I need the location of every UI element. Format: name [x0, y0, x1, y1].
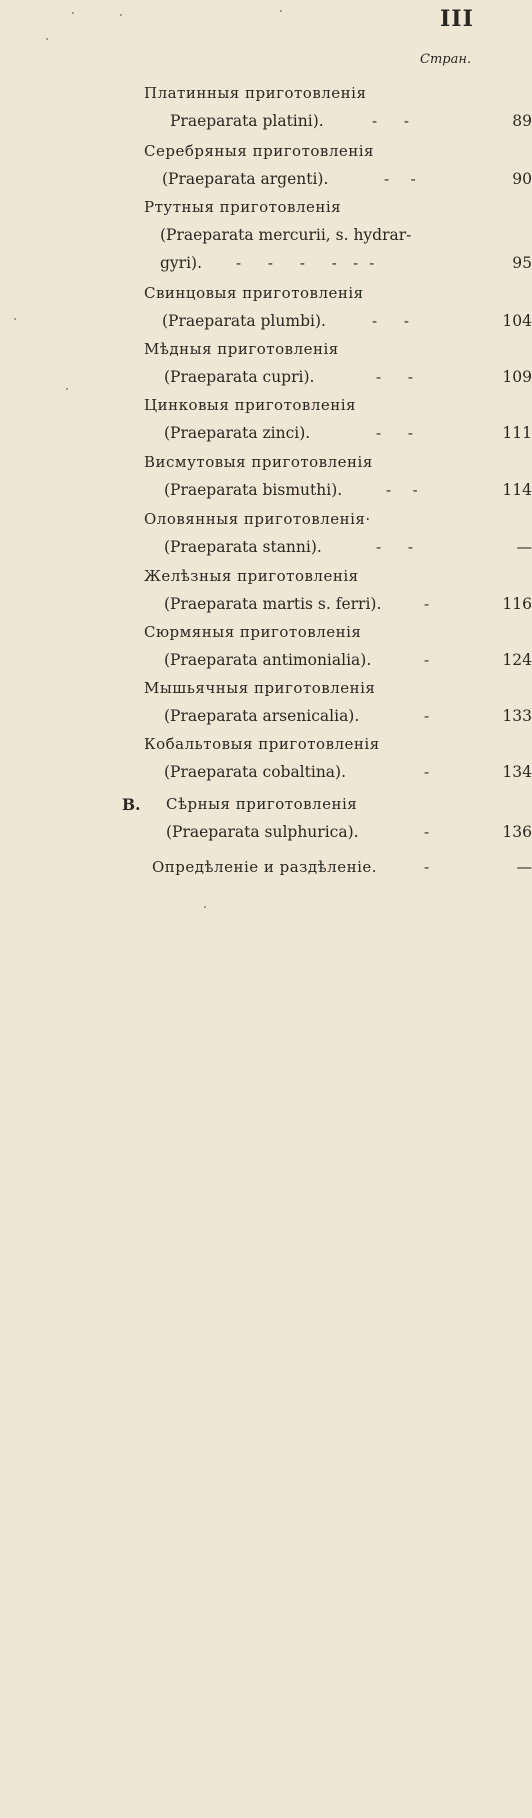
dot-leader: - [424, 595, 430, 613]
dot-leader: - [424, 858, 430, 876]
entry-page: 109 [502, 368, 532, 386]
entry-latin: Praeparata platini). [170, 112, 324, 130]
entry-latin: (Praeparata stanni). [164, 538, 322, 556]
entry-page: 133 [502, 707, 532, 725]
entry-latin: (Praeparata mercurii, s. hydrar- [160, 226, 412, 244]
section-marker: B. [122, 795, 141, 814]
entry-latin: (Praeparata cobaltina). [164, 763, 347, 781]
entry-title: Висмутовыя приготовленія [144, 453, 373, 471]
entry-title: Опредѣленіе и раздѣленіе. [152, 858, 378, 876]
entry-page: 134 [502, 763, 532, 781]
paper-speck [46, 38, 48, 40]
entry-latin: (Praeparata martis s. ferri). [164, 595, 382, 613]
dot-leader: - - [372, 112, 410, 130]
dot-leader: - - [376, 368, 414, 386]
paper-speck [14, 318, 16, 320]
entry-page: — [516, 858, 532, 876]
dot-leader: - - [376, 424, 414, 442]
entry-latin: (Praeparata argenti). [162, 170, 329, 188]
dot-leader: - [424, 707, 430, 725]
entry-latin: (Praeparata bismuthi). [164, 481, 343, 499]
paper-speck [72, 12, 74, 14]
paper-speck [204, 906, 206, 908]
entry-latin: (Praeparata antimonialia). [164, 651, 372, 669]
entry-title: Цинковыя приготовленія [144, 396, 357, 414]
entry-page: 90 [512, 170, 532, 188]
dot-leader: - [424, 651, 430, 669]
entry-latin: (Praeparata arsenicalia). [164, 707, 360, 725]
entry-title: Сѣрныя приготовленія [166, 795, 358, 813]
paper-speck [120, 14, 122, 16]
entry-title: Свинцовыя приготовленія [144, 284, 364, 302]
entry-page: 114 [502, 481, 532, 499]
entry-title: Платинныя приготовленія [144, 84, 367, 102]
paper-speck [66, 388, 68, 390]
entry-title: Оловянныя приготовленія· [144, 510, 371, 528]
page-column-label: Стран. [420, 52, 472, 67]
entry-latin-continued: gyri). [160, 254, 203, 272]
dot-leader: - - [372, 312, 410, 330]
entry-page: 89 [512, 112, 532, 130]
entry-latin: (Praeparata zinci). [164, 424, 311, 442]
entry-title: Мышьячныя приготовленія [144, 679, 376, 697]
entry-title: Сюрмяныя приготовленія [144, 623, 362, 641]
dot-leader: - [424, 763, 430, 781]
entry-page: — [516, 538, 532, 556]
entry-page: 111 [502, 424, 532, 442]
entry-title: Серебряныя приготовленія [144, 142, 375, 160]
entry-latin: (Praeparata sulphurica). [166, 823, 359, 841]
entry-page: 95 [512, 254, 532, 272]
page-number: III [440, 6, 474, 32]
dot-leader: - [424, 823, 430, 841]
dot-leader: - - [384, 170, 417, 188]
entry-page: 116 [502, 595, 532, 613]
entry-title: Желѣзныя приготовленія [144, 567, 359, 585]
dot-leader: - - [376, 538, 414, 556]
entry-page: 124 [502, 651, 532, 669]
entry-latin: (Praeparata cupri). [164, 368, 315, 386]
dot-leader: - - [386, 481, 419, 499]
entry-title: Мѣдныя приготовленія [144, 340, 339, 358]
entry-page: 104 [502, 312, 532, 330]
entry-page: 136 [502, 823, 532, 841]
entry-title: Кобальтовыя приготовленія [144, 735, 380, 753]
entry-title: Ртутныя приготовленія [144, 198, 342, 216]
dot-leader: - - - - - - [236, 254, 375, 272]
paper-speck [280, 10, 282, 12]
entry-latin: (Praeparata plumbi). [162, 312, 326, 330]
